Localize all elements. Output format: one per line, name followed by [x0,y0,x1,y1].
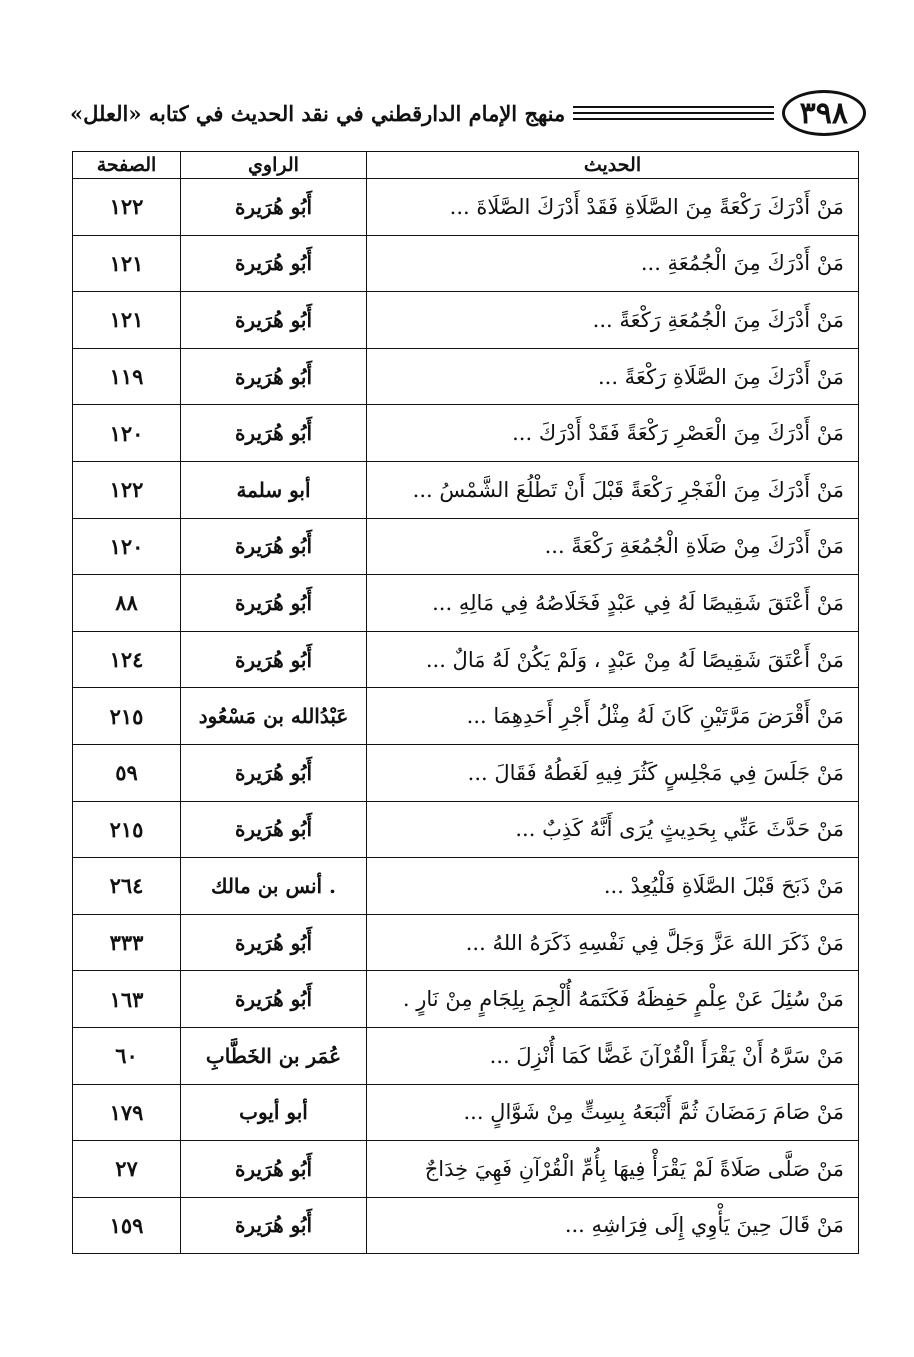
page-cell: ١٢٠ [73,405,181,462]
header-rules [573,106,773,120]
narrator-cell: أبو سلمة [181,461,367,518]
hadith-cell: مَنْ أَدْرَكَ مِنَ الْجُمُعَةِ رَكْعَةً ... [367,292,859,349]
hadith-cell: مَنْ أَدْرَكَ مِنَ الْجُمُعَةِ ... [367,235,859,292]
running-title: منهج الإمام الدارقطني في نقد الحديث في كتابه «العلل» [70,100,566,126]
hadith-cell: مَنْ جَلَسَ فِي مَجْلِسٍ كَثُرَ فِيهِ لَغَطُهُ فَقَالَ ... [367,744,859,801]
table-row [73,179,859,236]
table-row [73,1084,859,1141]
hadith-cell: مَنْ أَعْتَقَ شَقِيصًا لَهُ مِنْ عَبْدٍ ، وَلَمْ يَكُنْ لَهُ مَالٌ ... [367,631,859,688]
page-cell: ١٢٤ [73,631,181,688]
hadith-cell: مَنْ أَدْرَكَ مِنَ الْعَصْرِ رَكْعَةً فَقَدْ أَدْرَكَ ... [367,405,859,462]
page-cell: ٢١٥ [73,688,181,745]
narrator-cell: أَبُو هُرَيرة [181,575,367,632]
table-row [73,235,859,292]
table-row [73,1197,859,1254]
narrator-cell: أَبُو هُرَيرة [181,292,367,349]
table-row [73,348,859,405]
narrator-cell: عُمَر بن الخَطَّابِ [181,1027,367,1084]
page-header [70,88,860,138]
page-number: ٣٩٨ [782,90,866,136]
narrator-cell: أَبُو هُرَيرة [181,405,367,462]
hadith-cell: مَنْ ذَبَحَ قَبْلَ الصَّلَاةِ فَلْيُعِدْ ... [367,858,859,915]
table-row [73,1027,859,1084]
table-row [73,914,859,971]
hadith-cell: مَنْ قَالَ حِينَ يَأْوِي إِلَى فِرَاشِهِ ... [367,1197,859,1254]
page-cell: ١٢١ [73,235,181,292]
table-row [73,971,859,1028]
table-row [73,801,859,858]
page-cell: ١٥٩ [73,1197,181,1254]
narrator-cell: أَبُو هُرَيرة [181,1141,367,1198]
table-row [73,575,859,632]
narrator-cell: أَبُو هُرَيرة [181,518,367,575]
table-row [73,292,859,349]
page-cell: ١٢٢ [73,179,181,236]
page-cell: ١٦٣ [73,971,181,1028]
table-row [73,744,859,801]
hadith-cell: مَنْ أَدْرَكَ رَكْعَةً مِنَ الصَّلَاةِ فَقَدْ أَدْرَكَ الصَّلَاةَ ... [367,179,859,236]
page-cell: ١٢٠ [73,518,181,575]
table-row [73,405,859,462]
page-cell: ٥٩ [73,744,181,801]
narrator-cell: أَبُو هُرَيرة [181,1197,367,1254]
table-row [73,1141,859,1198]
page-cell: ١٢٢ [73,461,181,518]
hadith-cell: مَنْ حَدَّثَ عَنِّي بِحَدِيثٍ يُرَى أَنَّهُ كَذِبٌ ... [367,801,859,858]
hadith-cell: مَنْ صَامَ رَمَضَانَ ثُمَّ أَتْبَعَهُ بِسِتٍّ مِنْ شَوَّالٍ ... [367,1084,859,1141]
page-cell: ٢٦٤ [73,858,181,915]
column-header-narrator: الراوي [181,152,367,179]
table-row [73,688,859,745]
hadith-cell: مَنْ أَقْرَضَ مَرَّتَيْنِ كَانَ لَهُ مِثْلُ أَجْرِ أَحَدِهِمَا ... [367,688,859,745]
page-cell: ٢١٥ [73,801,181,858]
narrator-cell: أَبُو هُرَيرة [181,348,367,405]
page-cell: ١١٩ [73,348,181,405]
page-cell: ١٢١ [73,292,181,349]
narrator-cell: عَبْدُالله بن مَسْعُود [181,688,367,745]
hadith-cell: مَنْ سَرَّهُ أَنْ يَقْرَأَ الْقُرْآنَ غَضًّا كَمَا أُنْزِلَ ... [367,1027,859,1084]
narrator-cell: أَبُو هُرَيرة [181,235,367,292]
narrator-cell: أَبُو هُرَيرة [181,179,367,236]
narrator-cell: أَبُو هُرَيرة [181,631,367,688]
page-cell: ٦٠ [73,1027,181,1084]
table-header-row [73,152,859,179]
column-header-page: الصفحة [73,152,181,179]
narrator-cell: أبو أيوب [181,1084,367,1141]
narrator-cell: أَبُو هُرَيرة [181,971,367,1028]
hadith-cell: مَنْ أَدْرَكَ مِنَ الصَّلَاةِ رَكْعَةً ... [367,348,859,405]
page-cell: ٢٧ [73,1141,181,1198]
column-header-hadith: الحديث [367,152,859,179]
narrator-cell: . أنس بن مالك [181,858,367,915]
narrator-cell: أَبُو هُرَيرة [181,801,367,858]
table-row [73,858,859,915]
hadith-index-table [72,151,859,1254]
hadith-cell: مَنْ ذَكَرَ اللهَ عَزَّ وَجَلَّ فِي نَفْسِهِ ذَكَرَهُ اللهُ ... [367,914,859,971]
hadith-cell: مَنْ أَعْتَقَ شَقِيصًا لَهُ فِي عَبْدٍ فَخَلَاصُهُ فِي مَالِهِ ... [367,575,859,632]
narrator-cell: أَبُو هُرَيرة [181,744,367,801]
table-row [73,518,859,575]
hadith-cell: مَنْ سُئِلَ عَنْ عِلْمٍ حَفِظَهُ فَكَتَمَهُ أُلْجِمَ بِلِجَامٍ مِنْ نَارٍ . [367,971,859,1028]
page-cell: ١٧٩ [73,1084,181,1141]
hadith-cell: مَنْ صَلَّى صَلَاةً لَمْ يَقْرَأْ فِيهَا بِأُمِّ الْقُرْآنِ فَهِيَ خِدَاجٌ [367,1141,859,1198]
table-row [73,461,859,518]
narrator-cell: أَبُو هُرَيرة [181,914,367,971]
hadith-cell: مَنْ أَدْرَكَ مِنْ صَلَاةِ الْجُمُعَةِ رَكْعَةً ... [367,518,859,575]
hadith-cell: مَنْ أَدْرَكَ مِنَ الْفَجْرِ رَكْعَةً قَبْلَ أَنْ تَطْلُعَ الشَّمْسُ ... [367,461,859,518]
page-cell: ٨٨ [73,575,181,632]
table-row [73,631,859,688]
page-cell: ٣٣٣ [73,914,181,971]
